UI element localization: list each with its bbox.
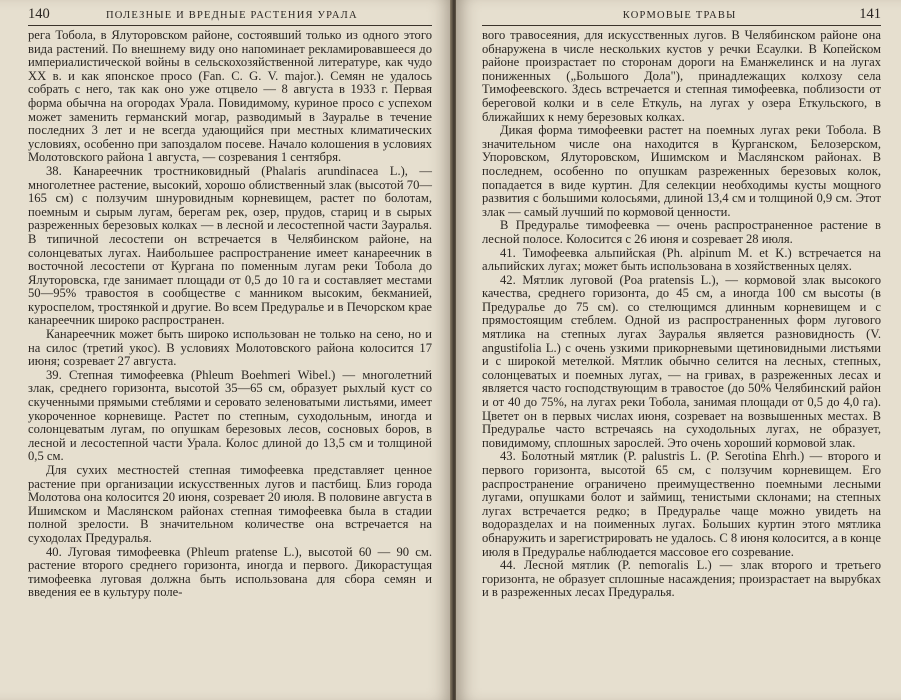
- paragraph: Канареечник может быть широко использован не только на сено, но и на силос (третий укос). В условиях Молотовского района колосится 17 июня; созревает 27 августа.: [28, 327, 432, 369]
- left-running-head: ПОЛЕЗНЫЕ И ВРЕДНЫЕ РАСТЕНИЯ УРАЛА: [106, 10, 358, 21]
- right-page-body: [482, 29, 881, 600]
- right-running-head: КОРМОВЫЕ ТРАВЫ: [622, 10, 737, 21]
- paragraph: Для сухих местностей степная тимофеевка представляет ценное растение при организации искусственных лугов и пастбищ. Близ города Молотова она колосится 20 июня, созревает 20 июля. В половине августа в Ишимском и Маслянском районах степная тимофеевка была в стадии полной зрелости. В значительном количестве она встречается на суходолах Предуралья.: [28, 463, 432, 545]
- right-page-header: [482, 6, 881, 26]
- paragraph: 39. Степная тимофеевка (Phleum Boehmeri Wibel.) — многолетний злак, среднего горизонта, высотой 35—65 см, образует рыхлый куст со скученными прямыми стеблями и серовато зеленоватыми листьями, имеет укороченное корневище. Растет по степным, суходольным, иногда и солонцеватым лугам, по опушкам березовых лесов, сосновых боров, в лесной и лесостепной части Урала. Колос длиной до 13,5 см и толщиной 0,5 см.: [28, 367, 432, 464]
- right-page: [456, 0, 901, 700]
- paragraph: вого травосеяния, для искусственных лугов. В Челябинском районе она обнаружена в числе нескольких кустов у речки Есаулки. В Копейском районе произрастает по сторонам дороги на Еманжелинск и на лугах пониженных („Большого Дола"), принадлежащих колхозу села Тимофеевского. Здесь встречается и степная тимофеевка, поблизости от береговой колки и в селе Еткуль, на лугах у озера Еткульского, в ближайших к нему березовых колках.: [482, 28, 881, 124]
- paragraph: В Предуралье тимофеевка — очень распространенное растение в лесной полосе. Колосится с 26 июня и созревает 28 июля.: [482, 218, 881, 246]
- paragraph: рега Тобола, в Ялуторовском районе, состоявший только из одного этого вида растений. По внешнему виду оно напоминает рекламировавшееся до империалистической войны в сельскохозяйственной литературе, как чудо XX в. и как японское просо (Fan. C. G. V. major.). Семян не удалось собрать с него, так как оно уже отцвело — 8 августа в 1933 г. Первая форма обычна на огородах Урала. Повидимому, куриное просо с успехом может заменить германский могар, разводимый в Зауралье в течение последних 3 лет и не всегда удающийся при местных климатических условиях, особенно при запоздалом посеве. Начало колошения в условиях Молотовского района 1 августа, — созревания 1 сентября.: [28, 28, 432, 165]
- left-page-number: 140: [28, 6, 50, 22]
- left-page-header: [28, 6, 432, 26]
- paragraph: 40. Луговая тимофеевка (Phleum pratense L.), высотой 60 — 90 см. растение второго среднего горизонта, иногда и первого. Дикорастущая тимофеевка луговая должна быть использована для сбора семян и введения ее в культуру поле-: [28, 544, 432, 600]
- right-page-number: 141: [859, 6, 881, 22]
- paragraph: 42. Мятлик луговой (Poa pratensis L.), — кормовой злак высокого качества, среднего горизонта, до 45 см, а иногда 100 см высоты (в Предуралье до 75 см). со стелющимся длинным корневищем и с прямостоящим стеблем. Одной из распространенных форм лугового мятлика на степных лугах Зауралья является разновидность (V. angustifolia L.) с очень узкими прикорневыми щетиновидными листьями и с широкой метелкой. Мятлик обычно селится на лесных, степных, солонцеватых и поемных лугах, — на гривах, в разреженных лесах и является часто господствующим в травостое (до 50% Челябинский район и от 40 до 75%, на лугах реки Тобола, занимая площади от 0,5 до 4,0 га). Цветет он в первых числах июня, созревает на возвышенных местах. В Предуралье часто встречаясь на суходольных лугах, не образует, повидимому, сплошных зарослей. Это очень хороший кормовой злак.: [482, 272, 881, 450]
- paragraph: 38. Канареечник тростниковидный (Phalaris arundinacea L.), — многолетнее растение, высокий, хорошо облиственный злак (высотой 70—165 см) с ползучим шнуровидным корневищем, растет по болотам, поемным и сырым лугам, берегам рек, озер, прудов, стариц и в сырых разреженных березовых колках — в лесной и лесостепной части Зауралья. В типичной лесостепи он встречается в Челябинском районе, на солонцеватых лугах. Наибольшее распространение имеет канареечник в восточной лесостепи от Кургана по поменным лугам реки Тобола до Ялуторовска, где занимает площади от 0,5 до 10 га и составляет местами 50—95% травостоя в сообществе с манником высоким, бекманией, куроспелом, тростянкой и другие. Во всем Предуралье и в Печорском крае канареечник широко распространен.: [28, 163, 432, 328]
- paragraph: 44. Лесной мятлик (P. nemoralis L.) — злак второго и третьего горизонта, не образует сплошные насаждения; произрастает на вырубках и в разреженных лесах Предуралья.: [482, 558, 881, 600]
- left-page-body: [28, 29, 432, 600]
- paragraph: Дикая форма тимофеевки растет на поемных лугах реки Тобола. В значительном числе она находится в Курганском, Белозерском, Упоровском, Ялуторовском, Ишимском и Маслянском районах. В последнем, особенно по опушкам разреженных березовых колок, попадается в виде куртин. Для селекции необходимы кусты мощного развития с большими колосьями, длиной 13,4 см и толщиной 0,9 см. Этот злак — самый лучший по кормовой ценности.: [482, 123, 881, 219]
- paragraph: 41. Тимофеевка альпийская (Ph. alpinum M. et K.) встречается на альпийских лугах; может быть использована в хозяйственных целях.: [482, 245, 881, 274]
- paragraph: 43. Болотный мятлик (P. palustris L. (P. Serotina Ehrh.) — второго и первого горизонта, высотой 65 см, с ползучим корневищем. Его распространение ограничено преимущественно поемными лесными лугами, опушками болот и займищ, тенистыми склонами; на степных лугах встречается редко; в Предуралье чаще можно увидеть на водоразделах и на поименных лугах. Больших куртин этого мятлика обнаружить и зарегистрировать не удалось. С 8 июня колосится, а в конце июля в Предуралье наблюдается массовое его созревание.: [482, 449, 881, 559]
